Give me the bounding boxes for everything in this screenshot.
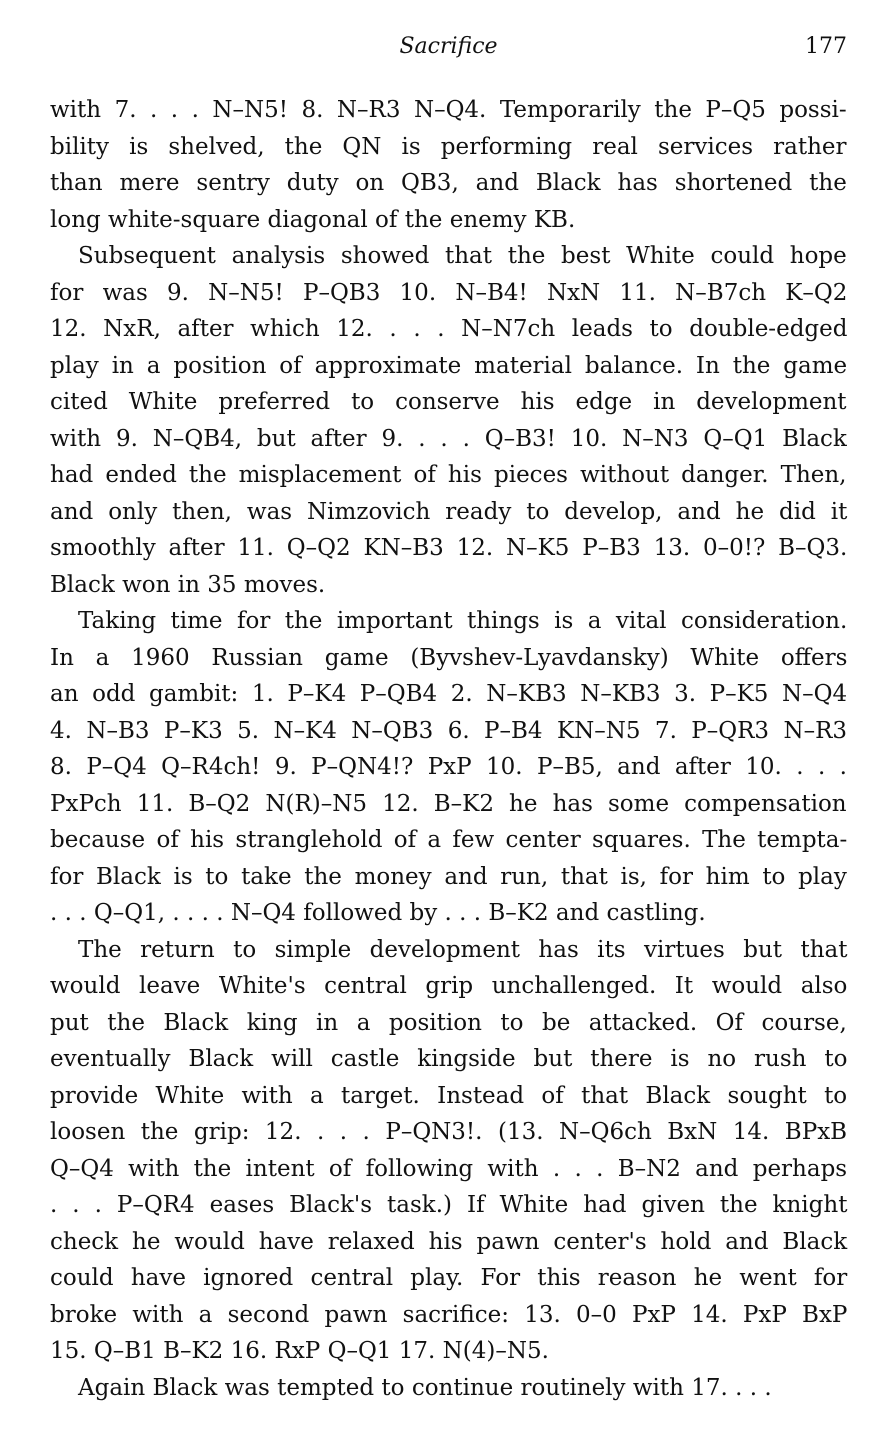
text-line: cited White preferred to conserve his edge in development [50, 389, 847, 415]
text-line: with 9. N–QB4, but after 9. . . . Q–B3! 10. N–N3 Q–Q1 Black [50, 425, 847, 452]
paragraph [50, 238, 847, 603]
text-line: for was 9. N–N5! P–QB3 10. N–B4! NxN 11. N–B7ch K–Q2 [50, 279, 848, 306]
body-text [50, 92, 847, 1406]
text-line: 12. NxR, after which 12. . . . N–N7ch leads to double-edged [50, 316, 848, 342]
text-line: 15. Q–B1 B–K2 16. RxP Q–Q1 17. N(4)–N5. [50, 1338, 549, 1364]
text-line: Taking time for the important things is a vital consideration. [78, 608, 848, 634]
text-line: bility is shelved, the QN is performing real services rather [50, 133, 847, 160]
text-line: smoothly after 11. Q–Q2 KN–B3 12. N–K5 P–B3 13. 0–0!? B–Q3. [50, 535, 848, 561]
text-line: Subsequent analysis showed that the best White could hope [78, 243, 847, 269]
text-line: and only then, was Nimzovich ready to develop, and he did it [50, 498, 848, 525]
paragraph [50, 932, 847, 1370]
text-line: loosen the grip: 12. . . . P–QN3!. (13. N–Q6ch BxN 14. BPxB [50, 1119, 848, 1145]
text-line: than mere sentry duty on QB3, and Black has shortened the [50, 170, 847, 196]
text-line: The return to simple development has its virtues but that [78, 936, 848, 963]
text-line: long white-square diagonal of the enemy KB. [50, 206, 576, 233]
text-line: with 7. . . . N–N5! 8. N–R3 N–Q4. Temporarily the P–Q5 possi- [50, 97, 847, 123]
text-line: play in a position of approximate material balance. In the game [50, 352, 848, 379]
text-line: put the Black king in a position to be attacked. Of course, [50, 1009, 847, 1036]
text-line: provide White with a target. Instead of that Black sought to [50, 1082, 848, 1109]
text-line: In a 1960 Russian game (Byvshev-Lyavdansky) White offers [50, 644, 848, 671]
text-line: check he would have relaxed his pawn center's hold and Black [50, 1228, 848, 1255]
text-line: broke with a second pawn sacrifice: 13. 0–0 PxP 14. PxP BxP [50, 1301, 848, 1328]
running-head [50, 30, 847, 64]
text-line: Black won in 35 moves. [50, 571, 326, 598]
text-line: for Black is to take the money and run, that is, for him to play [50, 863, 847, 890]
text-line: PxPch 11. B–Q2 N(R)–N5 12. B–K2 he has some compensation [50, 790, 847, 817]
text-line: had ended the misplacement of his pieces without danger. Then, [50, 462, 847, 488]
text-line: would leave White's central grip unchallenged. It would also [50, 973, 848, 999]
page-number: 177 [805, 34, 847, 59]
text-line: 4. N–B3 P–K3 5. N–K4 N–QB3 6. P–B4 KN–N5 7. P–QR3 N–R3 [50, 717, 848, 744]
paragraph [50, 92, 847, 238]
text-line: Q–Q4 with the intent of following with . . . B–N2 and perhaps [50, 1155, 848, 1182]
running-title: Sacrifice [399, 34, 498, 59]
text-line: because of his stranglehold of a few center squares. The tempta- [50, 827, 848, 853]
text-line: eventually Black will castle kingside but there is no rush to [50, 1046, 848, 1072]
text-line: Again Black was tempted to continue routinely with 17. . . . [78, 1374, 772, 1401]
paragraph [50, 1370, 847, 1407]
text-line: . . . P–QR4 eases Black's task.) If White had given the knight [50, 1192, 848, 1218]
text-line: 8. P–Q4 Q–R4ch! 9. P–QN4!? PxP 10. P–B5, and after 10. . . . [50, 754, 847, 780]
text-line: . . . Q–Q1, . . . . N–Q4 followed by . . . B–K2 and castling. [50, 900, 706, 926]
paragraph [50, 603, 847, 932]
text-line: could have ignored central play. For this reason he went for [50, 1265, 848, 1291]
text-line: an odd gambit: 1. P–K4 P–QB4 2. N–KB3 N–KB3 3. P–K5 N–Q4 [50, 681, 848, 707]
